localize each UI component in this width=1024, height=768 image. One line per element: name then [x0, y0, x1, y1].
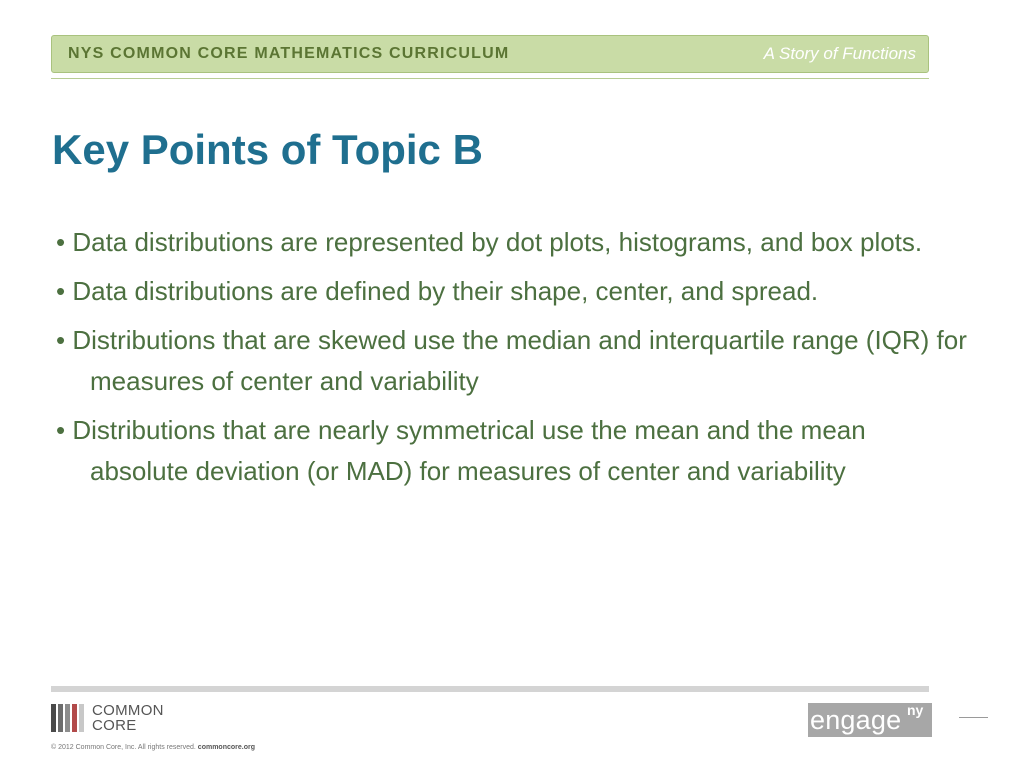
slide-title: Key Points of Topic B [52, 126, 483, 173]
header-divider [51, 78, 929, 79]
bullet-item: • Data distributions are represented by dot plots, histograms, and box plots. [56, 227, 923, 257]
curriculum-title: NYS COMMON CORE MATHEMATICS CURRICULUM [68, 45, 510, 62]
logo-line-2: CORE [92, 717, 137, 734]
footer-divider [51, 686, 929, 692]
copyright-text: © 2012 Common Core, Inc. All rights reserved. [51, 744, 196, 751]
engage-ny-logo [808, 703, 932, 737]
logo-line-1: COMMON [92, 702, 164, 719]
engage-word: engage [810, 705, 902, 735]
bullet-item: • Distributions that are nearly symmetrical use the mean and the mean absolute deviation (or MAD) for measures of center and variability [56, 415, 866, 486]
copyright-notice [51, 744, 255, 751]
footer-side-divider [959, 717, 988, 718]
engage-superscript: ny [907, 702, 924, 718]
common-core-wordmark [92, 703, 164, 733]
common-core-logo-icon [51, 704, 87, 732]
story-subtitle: A Story of Functions [763, 44, 916, 63]
bullet-list [56, 222, 971, 500]
copyright-site: commoncore.org [197, 744, 255, 751]
bullet-item: • Distributions that are skewed use the median and interquartile range (IQR) for measures of center and variability [56, 325, 967, 396]
header-banner [51, 35, 929, 73]
bullet-item: • Data distributions are defined by their shape, center, and spread. [56, 276, 819, 306]
